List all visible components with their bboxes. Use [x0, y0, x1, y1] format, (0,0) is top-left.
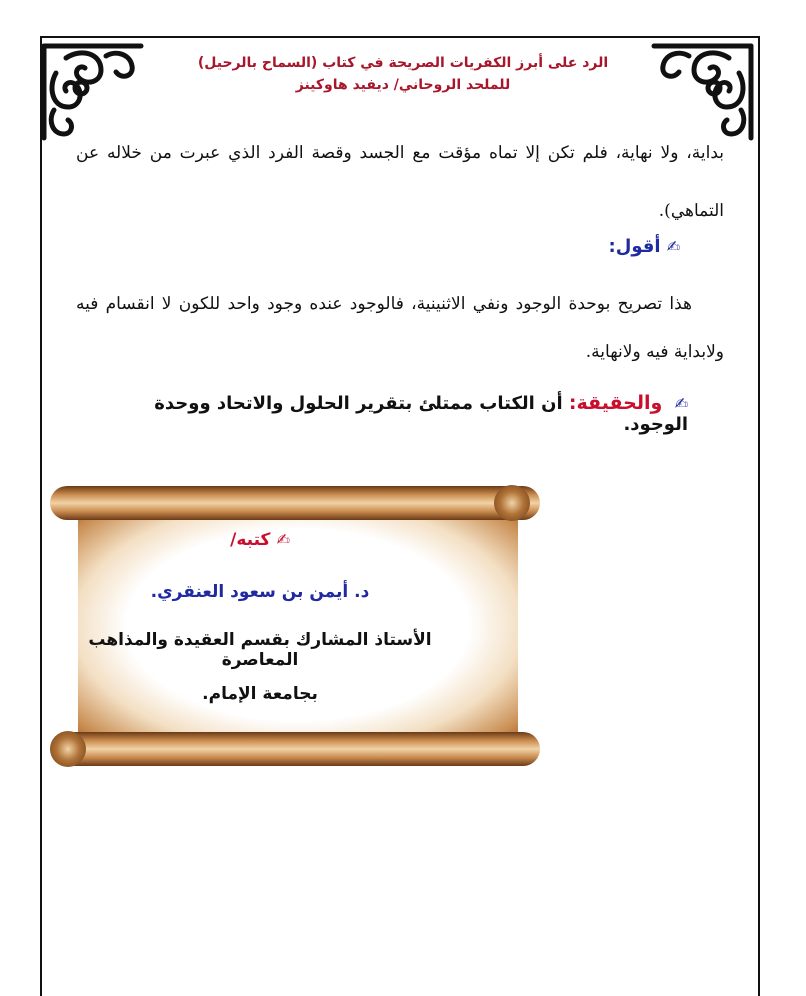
- haqiqa-text: أن الكتاب ممتلئ بتقرير الحلول والاتحاد ووحدة الوجود.: [154, 393, 688, 435]
- header-subtitle: للملحد الروحاني/ ديفيد هاوكينز: [295, 77, 511, 93]
- header-title: الرد على أبرز الكفريات الصريحة في كتاب (السماح بالرحيل): [197, 55, 609, 71]
- paragraph-comment: هذا تصريح بوحدة الوجود ونفي الاثنينية، فالوجود عنده وجود واحد للكون لا انقسام فيه ولابداية فيه ولانهاية.: [76, 294, 724, 362]
- writing-hand-icon: ✍: [674, 394, 688, 413]
- parchment-scroll: [44, 484, 544, 774]
- scroll-bottom-roll: [50, 732, 540, 766]
- paragraph-continuation: بداية، ولا نهاية، فلم تكن إلا تماه مؤقت مع الجسد وقصة الفرد الذي عبرت من خلاله عن التماهي).: [76, 143, 724, 221]
- haqiqa-statement: [90, 392, 688, 435]
- author-position: الأستاذ المشارك بقسم العقيدة والمذاهب المعاصرة: [88, 630, 432, 670]
- author-label: كتبه/: [230, 530, 271, 550]
- haqiqa-label: والحقيقة:: [568, 392, 663, 414]
- page-header: [150, 52, 656, 96]
- scroll-end-icon: [50, 731, 86, 767]
- author-university: بجامعة الإمام.: [202, 684, 318, 704]
- writing-hand-icon: ✍: [276, 530, 290, 549]
- writing-hand-icon: ✍: [666, 237, 680, 256]
- author-name: د. أيمن بن سعود العنقري.: [150, 582, 370, 602]
- scroll-end-icon: [494, 485, 530, 521]
- author-label-line: [70, 530, 450, 550]
- aqool-label: أقول:: [608, 236, 661, 257]
- scroll-top-roll: [50, 486, 540, 520]
- aqool-heading: [500, 236, 680, 257]
